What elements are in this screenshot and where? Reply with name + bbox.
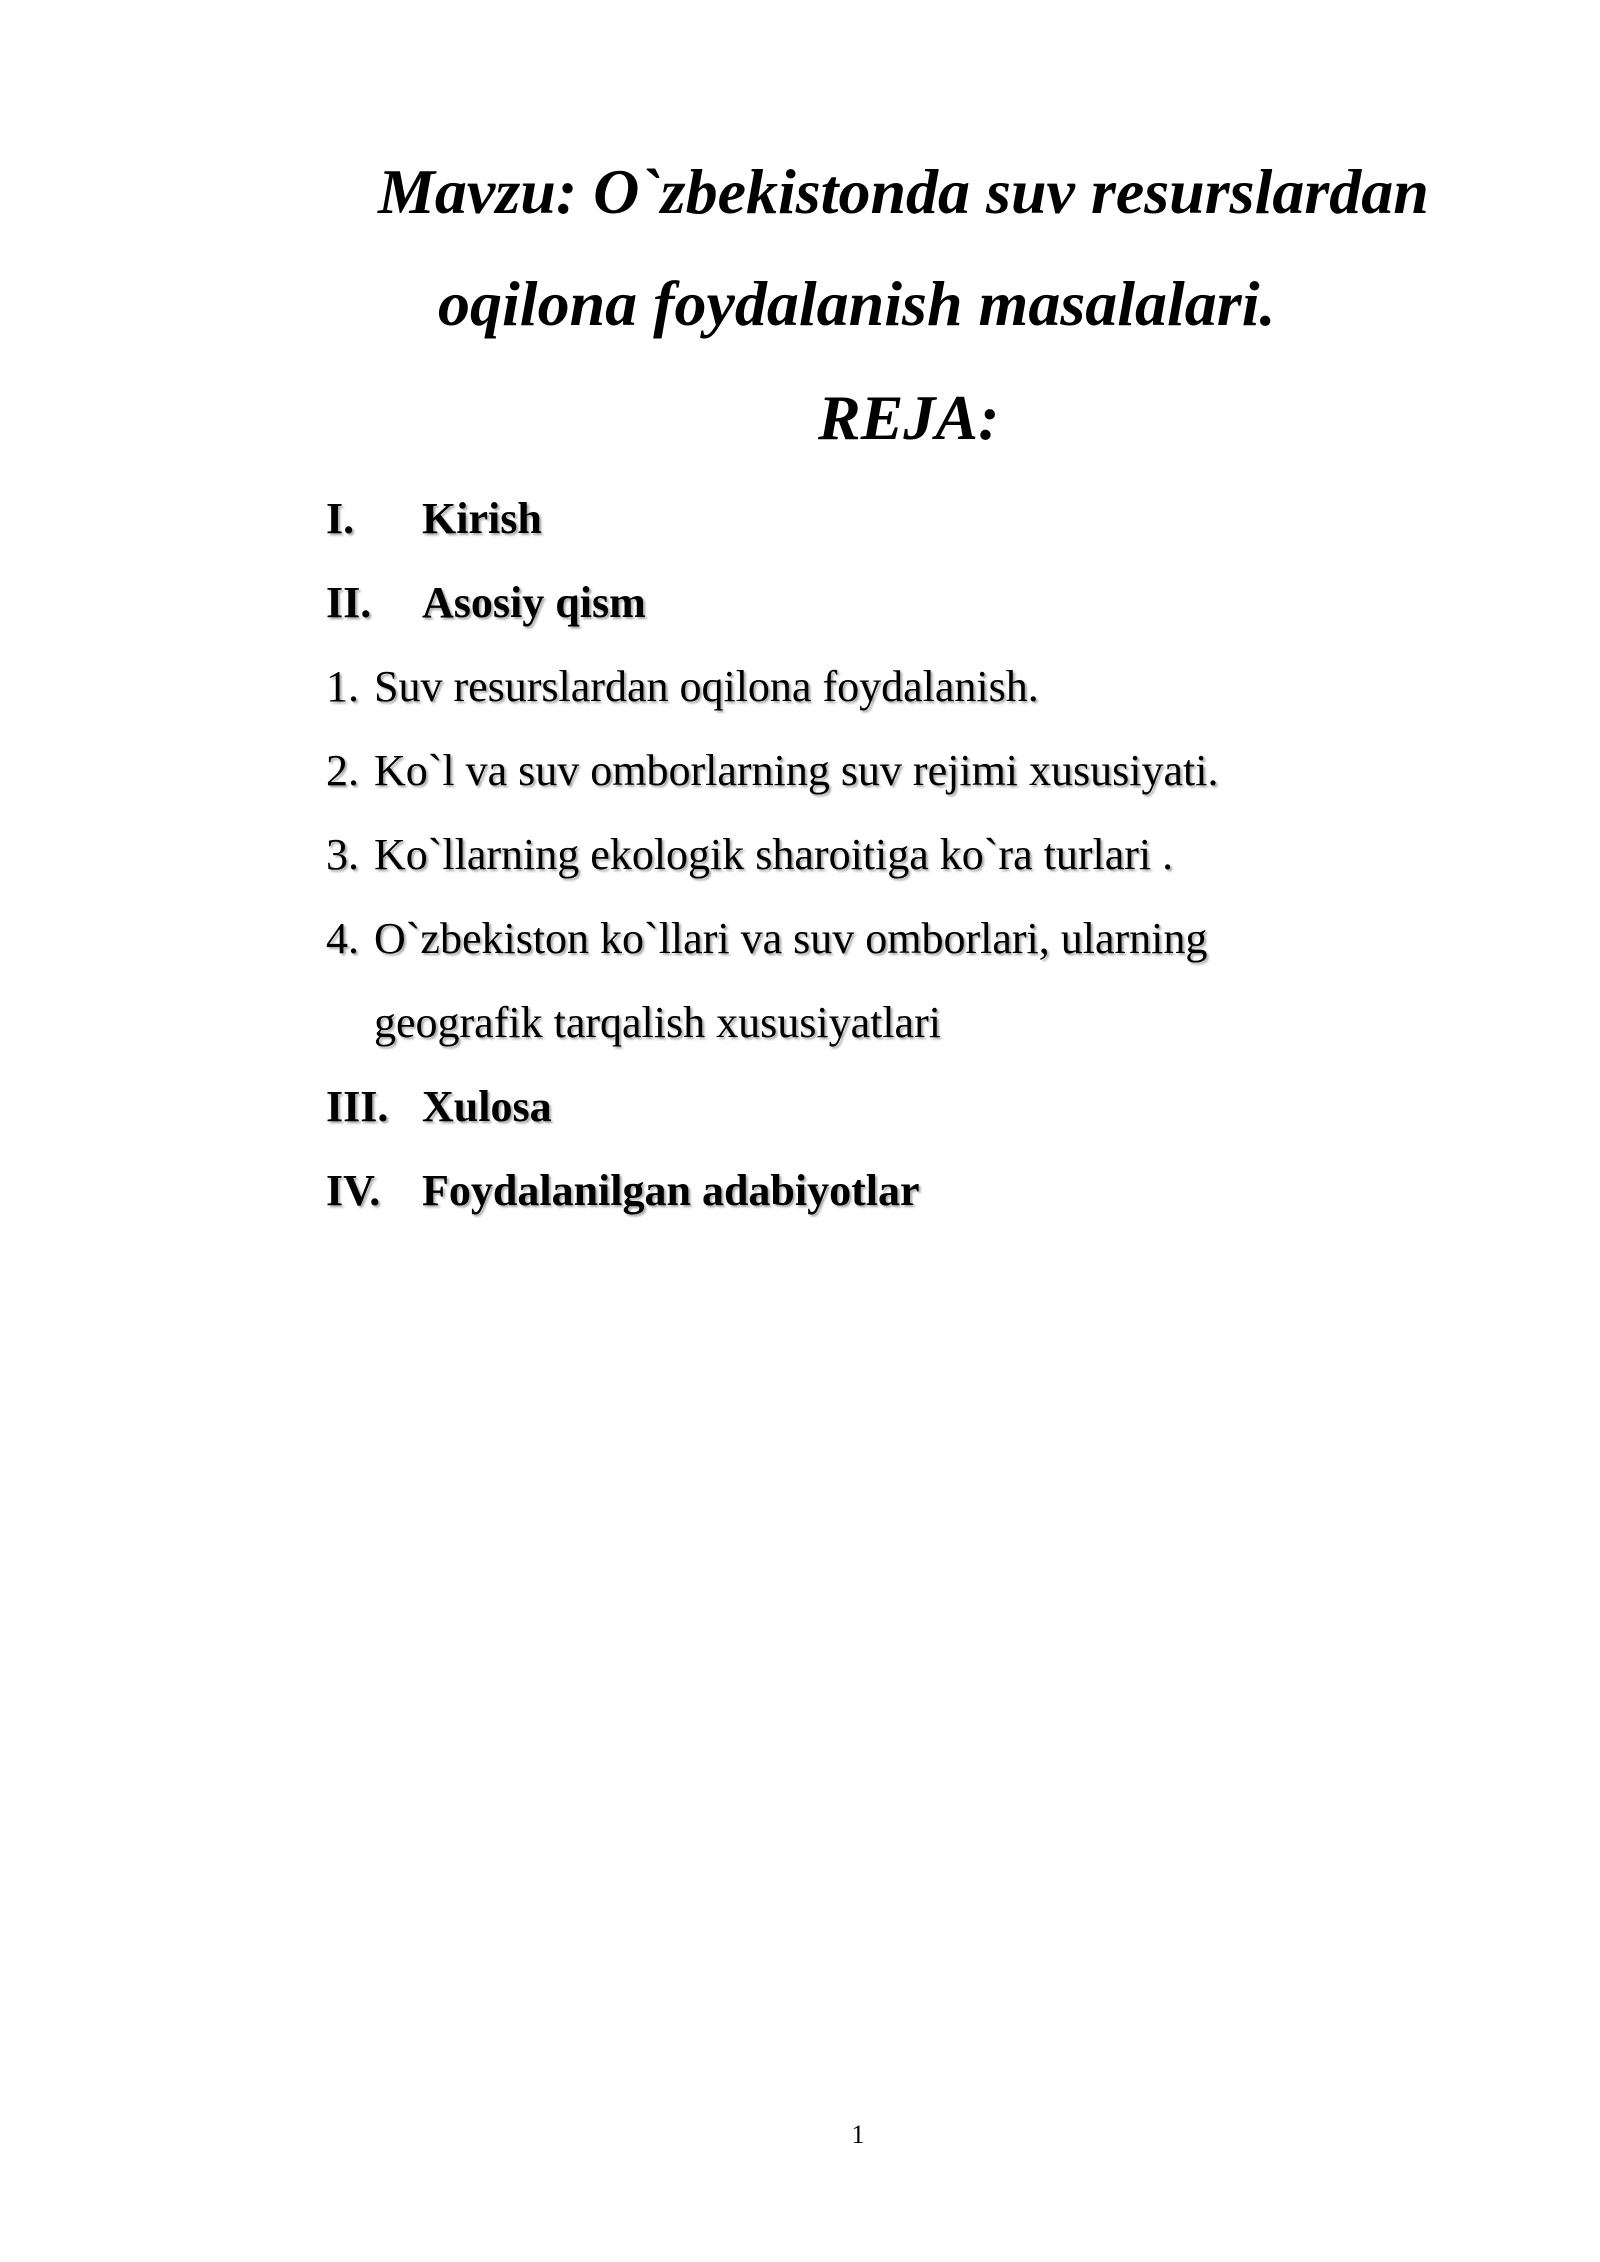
plan-item-text: Kirish <box>422 494 542 543</box>
plan-heading: REJA: <box>818 382 1000 453</box>
plan-item-text: Xulosa <box>422 1082 552 1131</box>
plan-subitem-4-continuation: geografik tarqalish xususiyatlari <box>374 998 941 1047</box>
plan-item-number: 1. <box>326 662 359 711</box>
page-number: 1 <box>851 2120 865 2149</box>
plan-item-number: 2. <box>326 746 359 795</box>
plan-item-text: Ko`l va suv omborlarning suv rejimi xususiyati. <box>374 746 1219 795</box>
plan-item-text: Ko`llarning ekologik sharoitiga ko`ra turlari . <box>374 830 1174 879</box>
plan-item-number: IV. <box>326 1166 381 1215</box>
plan-item-text: O`zbekiston ko`llari va suv omborlari, ularning <box>374 914 1208 963</box>
plan-item-number: 4. <box>326 914 359 963</box>
plan-item-number: II. <box>326 578 372 627</box>
plan-item-number: III. <box>326 1082 389 1131</box>
plan-item-number: 3. <box>326 830 359 879</box>
plan-item-text: Suv resurslardan oqilona foydalanish. <box>374 662 1039 711</box>
document-title-line-2: oqilona foydalanish masalalari. <box>438 268 1276 339</box>
plan-item-text: Asosiy qism <box>422 578 646 627</box>
plan-item-text: Foydalanilgan adabiyotlar <box>422 1166 920 1215</box>
plan-item-number: I. <box>326 494 355 543</box>
document-title-line-1: Mavzu: O`zbekistonda suv resurslardan <box>378 156 1429 227</box>
